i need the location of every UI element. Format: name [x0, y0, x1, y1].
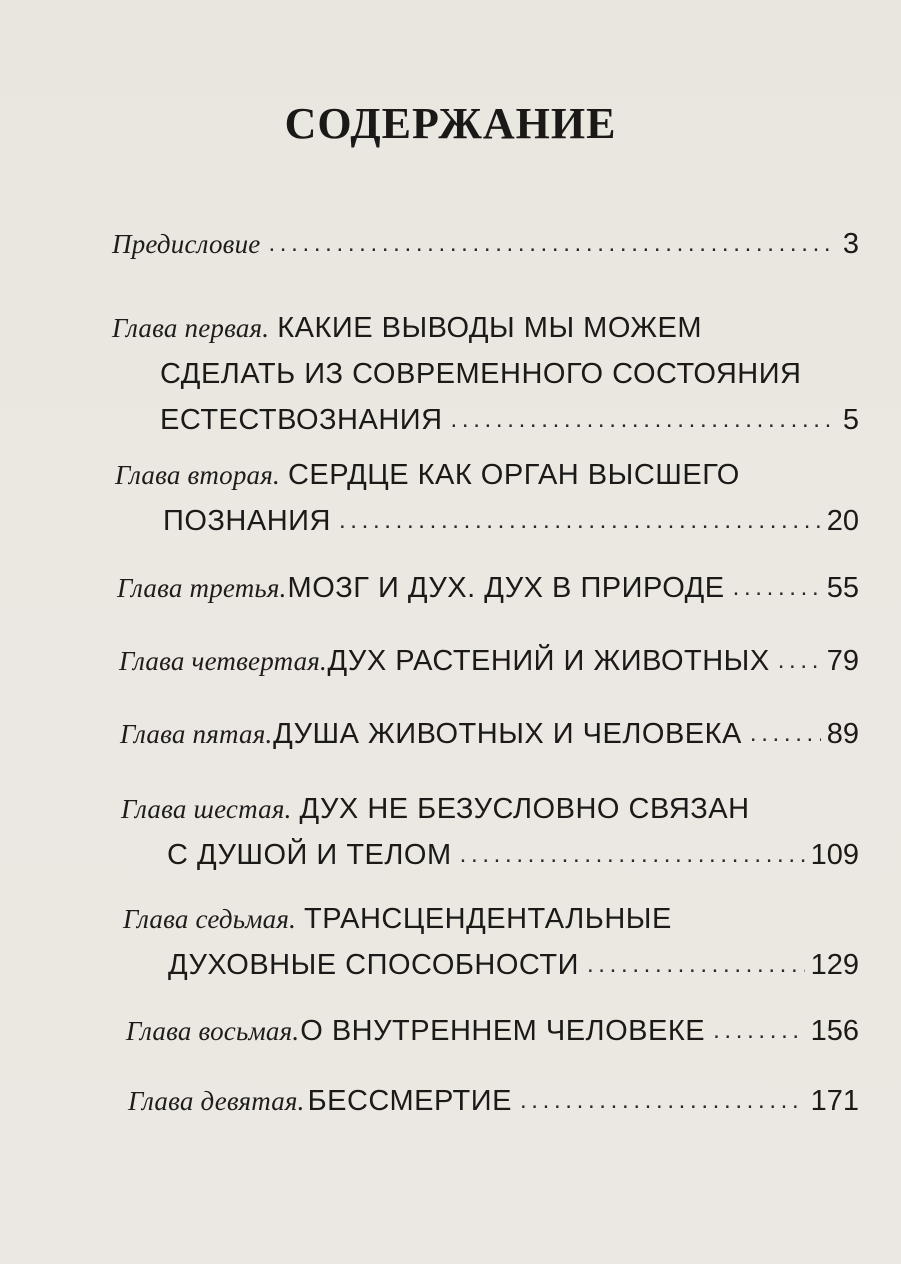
- chapter-label: Глава восьмая.: [126, 1016, 300, 1046]
- toc-line: [115, 498, 859, 544]
- chapter-title-line: СДЕЛАТЬ ИЗ СОВРЕМЕННОГО СОСТОЯНИЯ: [160, 358, 802, 390]
- page-number: 20: [826, 505, 859, 537]
- page-number: 89: [826, 718, 859, 750]
- chapter-title-line: КАКИЕ ВЫВОДЫ МЫ МОЖЕМ: [277, 312, 703, 344]
- toc-line: [117, 565, 859, 611]
- toc-line: [112, 397, 859, 443]
- toc-line: [123, 942, 859, 988]
- chapter-title-line: ЕСТЕСТВОЗНАНИЯ: [160, 404, 443, 436]
- toc-entry-chapter-8: [126, 1008, 859, 1054]
- chapter-title-line: ПОЗНАНИЯ: [163, 505, 331, 537]
- chapter-label: Глава шестая.: [121, 794, 292, 824]
- page-number: 156: [810, 1015, 859, 1047]
- toc-entry-chapter-4: [119, 638, 859, 684]
- chapter-label: Глава вторая.: [115, 460, 280, 490]
- toc-line: [126, 1008, 859, 1054]
- chapter-title-line: МОЗГ И ДУХ. ДУХ В ПРИРОДЕ: [287, 572, 725, 604]
- chapter-title-line: ДУХ НЕ БЕЗУСЛОВНО СВЯЗАН: [299, 793, 750, 825]
- chapter-label: Предисловие: [112, 229, 261, 259]
- page-number: 55: [826, 572, 859, 604]
- page-number: 109: [810, 839, 859, 871]
- chapter-label: Глава четвертая.: [119, 646, 327, 676]
- dot-leader: [587, 942, 805, 988]
- chapter-title-line: ТРАНСЦЕНДЕНТАЛЬНЫЕ: [304, 903, 672, 935]
- toc-entry-chapter-6: [121, 786, 859, 878]
- dot-leader: [339, 498, 821, 544]
- chapter-label: Глава первая.: [112, 313, 270, 343]
- toc-entry-chapter-9: [128, 1078, 859, 1124]
- toc-entry-chapter-5: [120, 711, 859, 757]
- chapter-title-line: ДУХ РАСТЕНИЙ И ЖИВОТНЫХ: [327, 645, 770, 677]
- page-number: 129: [810, 949, 859, 981]
- page-title: СОДЕРЖАНИЕ: [284, 99, 617, 148]
- dot-leader: [778, 638, 821, 684]
- chapter-title-line: С ДУШОЙ И ТЕЛОМ: [167, 839, 452, 871]
- toc-line: [121, 786, 859, 832]
- page-number: 3: [842, 228, 859, 260]
- toc-entry-chapter-7: [123, 896, 859, 988]
- toc-line: [112, 351, 859, 397]
- toc-line: [121, 832, 859, 878]
- dot-leader: [733, 565, 821, 611]
- page-number: 5: [842, 404, 859, 436]
- toc-line: [128, 1078, 859, 1124]
- dot-leader: [750, 711, 821, 757]
- toc-entry-chapter-3: [117, 565, 859, 611]
- chapter-label: Глава седьмая.: [123, 904, 297, 934]
- toc-entry-chapter-1: [112, 305, 859, 443]
- chapter-label: Глава пятая.: [120, 719, 273, 749]
- chapter-title-line: ДУХОВНЫЕ СПОСОБНОСТИ: [168, 949, 579, 981]
- toc-entry-preface: [112, 221, 859, 267]
- toc-line: [123, 896, 859, 942]
- dot-leader: [460, 832, 805, 878]
- toc-line: [119, 638, 859, 684]
- toc-line: [115, 452, 859, 498]
- chapter-title-line: ДУША ЖИВОТНЫХ И ЧЕЛОВЕКА: [273, 718, 742, 750]
- dot-leader: [451, 397, 837, 443]
- chapter-label: Глава третья.: [117, 573, 287, 603]
- dot-leader: [268, 221, 836, 267]
- toc-line: [112, 221, 859, 267]
- dot-leader: [520, 1078, 805, 1124]
- page-number: 171: [810, 1085, 859, 1117]
- chapter-title-line: О ВНУТРЕННЕМ ЧЕЛОВЕКЕ: [300, 1015, 706, 1047]
- chapter-title-line: БЕССМЕРТИЕ: [307, 1085, 512, 1117]
- page-number: 79: [826, 645, 859, 677]
- dot-leader: [713, 1008, 805, 1054]
- toc-line: [120, 711, 859, 757]
- chapter-label: Глава девятая.: [128, 1086, 305, 1116]
- chapter-title-line: СЕРДЦЕ КАК ОРГАН ВЫСШЕГО: [287, 459, 740, 491]
- toc-line: [112, 305, 859, 351]
- toc-entry-chapter-2: [115, 452, 859, 544]
